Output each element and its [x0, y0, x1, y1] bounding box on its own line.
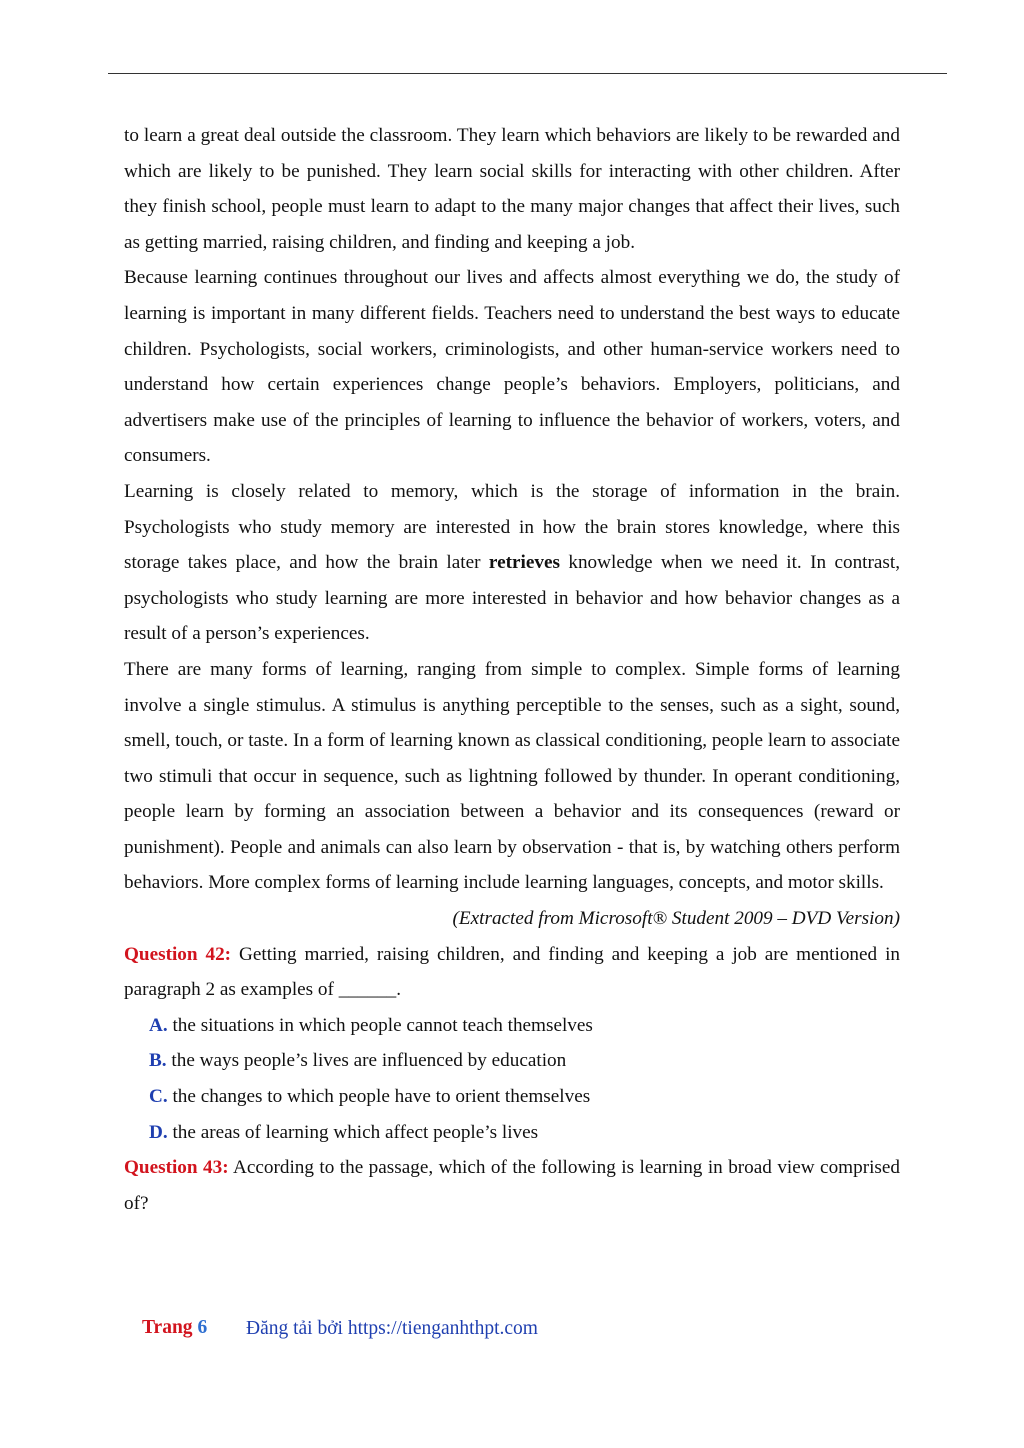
passage-paragraph-3-end: knowledge when we need it. In contrast, psychologists who study learning are more interested in behavior and how behavior changes as a result of a person’s experiences.	[124, 552, 900, 645]
question-42-option-c	[124, 1079, 900, 1115]
question-43-label: Question 43:	[124, 1157, 229, 1179]
posted-by-link[interactable]: Đăng tải bởi https://tienganhthpt.com	[246, 1318, 538, 1339]
option-text: the ways people’s lives are influenced by education	[171, 1050, 567, 1072]
passage-paragraph-4: There are many forms of learning, ranging from simple to complex. Simple forms of learning involve a single stimulus. A stimulus is anything perceptible to the senses, such as a sight, sound, smell, touch, or taste. In a form of learning known as classical conditioning, people learn to associate two stimuli that occur in sequence, such as lightning followed by thunder. In operant conditioning, people learn by forming an association between a behavior and its consequences (reward or punishment). People and animals can also learn by observation - that is, by watching others perform behaviors. More complex forms of learning include learning languages, concepts, and motor skills.	[124, 658, 900, 894]
passage-source: (Extracted from Microsoft® Student 2009 – DVD Version)	[452, 908, 900, 930]
question-43	[124, 1150, 900, 1221]
page-number: 6	[197, 1317, 208, 1338]
question-42-option-d	[124, 1115, 900, 1151]
passage-paragraph-3-start: Learning is closely related to memory, which is the storage of information in the brain. Psychologists who study memory are interested in how the brain stores knowledge, where this storage takes place, and how the brain later	[124, 480, 900, 574]
option-letter: B.	[149, 1050, 167, 1072]
option-letter: A.	[149, 1014, 168, 1036]
question-42-text: Getting married, raising children, and finding and keeping a job are mentioned in paragraph 2 as examples of ______.	[124, 943, 900, 1001]
page-footer	[142, 1312, 538, 1344]
option-text: the changes to which people have to orient themselves	[172, 1086, 591, 1108]
question-42-option-b	[124, 1043, 900, 1079]
passage-paragraph-3	[124, 474, 900, 652]
option-letter: D.	[149, 1121, 168, 1143]
page-content	[124, 118, 900, 1221]
option-text: the situations in which people cannot teach themselves	[172, 1014, 593, 1036]
highlighted-word-retrieves: retrieves	[488, 552, 560, 574]
passage-paragraph-2: Because learning continues throughout our lives and affects almost everything we do, the study of learning is important in many different fields. Teachers need to understand the best ways to educate children. Psychologists, social workers, criminologists, and other human-service workers need to understand how certain experiences change people’s behaviors. Employers, politicians, and advertisers make use of the principles of learning to influence the behavior of workers, voters, and consumers.	[124, 267, 900, 467]
header-rule	[108, 73, 947, 74]
page-label: Trang	[142, 1317, 193, 1338]
option-text: the areas of learning which affect people’s lives	[172, 1121, 539, 1143]
question-42-label: Question 42:	[124, 943, 232, 965]
question-43-text: According to the passage, which of the following is learning in broad view comprised of?	[124, 1157, 900, 1214]
option-letter: C.	[149, 1086, 168, 1108]
passage-paragraph-1: to learn a great deal outside the classroom. They learn which behaviors are likely to be rewarded and which are likely to be punished. They learn social skills for interacting with other children. After they finish school, people must learn to adapt to the many major changes that affect their lives, such as getting married, raising children, and finding and keeping a job.	[124, 125, 900, 253]
question-42	[124, 937, 900, 1008]
question-42-option-a	[124, 1008, 900, 1044]
